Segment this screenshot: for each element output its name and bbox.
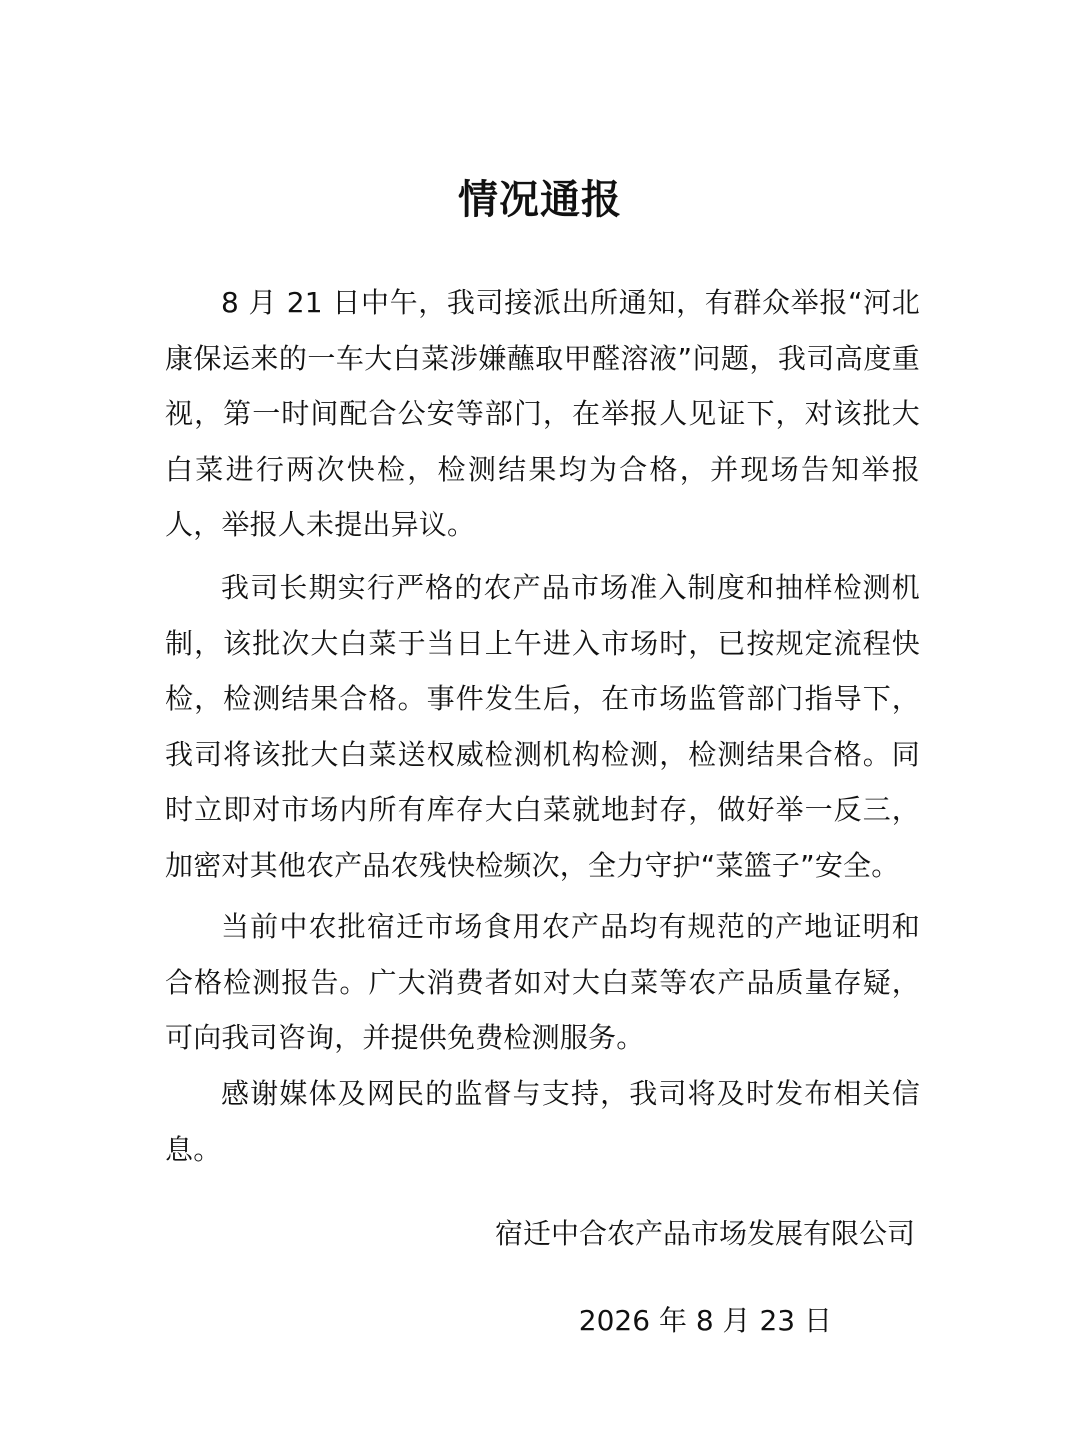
- signature-company: 宿迁中合农产品市场发展有限公司: [494, 1217, 915, 1250]
- document-title: 情况通报: [458, 177, 622, 223]
- paragraph-incident-report: 8 月 21 日中午，我司接派出所通知，有群众举报“河北康保运来的一车大白菜涉嫌蘸取甲醛溶液”问题，我司高度重视，第一时间配合公安等部门，在举报人见证下，对该批大白菜进行两次快检，检测结果均为合格，并现场告知举报人，举报人未提出异议。: [165, 286, 920, 541]
- paragraph-consumer-service: 当前中农批宿迁市场食用农产品均有规范的产地证明和合格检测报告。广大消费者如对大白菜等农产品质量存疑，可向我司咨询，并提供免费检测服务。: [165, 910, 920, 1054]
- signature-date: 2026 年 8 月 23 日: [578, 1304, 832, 1337]
- paragraph-acknowledgement: 感谢媒体及网民的监督与支持，我司将及时发布相关信息。: [165, 1077, 920, 1166]
- paragraph-inspection-measures: 我司长期实行严格的农产品市场准入制度和抽样检测机制，该批次大白菜于当日上午进入市场时，已按规定流程快检，检测结果合格。事件发生后，在市场监管部门指导下，我司将该批大白菜送权威检测机构检测，检测结果合格。同时立即对市场内所有库存大白菜就地封存，做好举一反三，加密对其他农产品农残快检频次，全力守护“菜篮子”安全。: [165, 571, 920, 882]
